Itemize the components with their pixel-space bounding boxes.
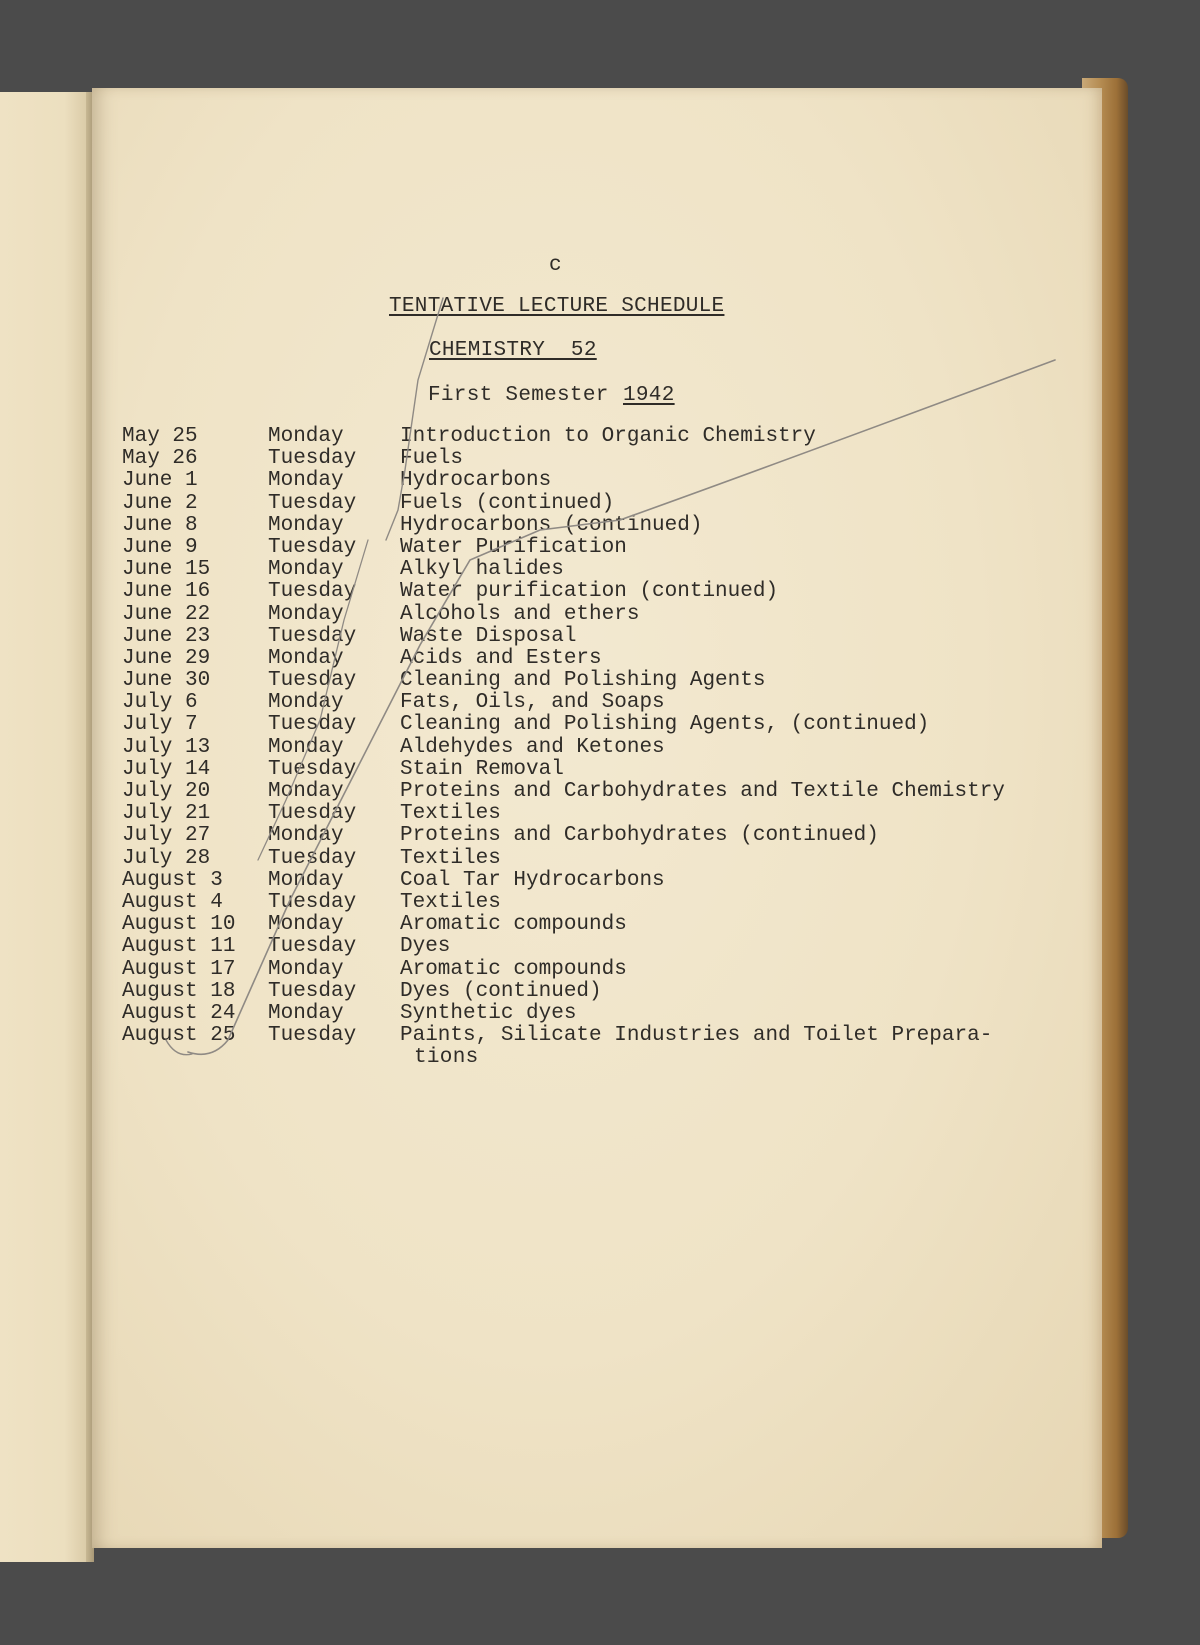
schedule-row	[122, 714, 1072, 736]
semester-year: 1942	[623, 384, 675, 407]
lecture-topic: Aromatic compounds	[400, 913, 627, 937]
schedule-row	[122, 470, 1072, 492]
lecture-date: July 27	[122, 824, 211, 848]
lecture-day: Tuesday	[268, 979, 357, 1003]
lecture-date: June 30	[122, 669, 211, 693]
schedule-row	[122, 936, 1072, 958]
schedule-row	[122, 515, 1072, 537]
lecture-date: June 2	[122, 491, 198, 515]
lecture-date: August 17	[122, 957, 236, 981]
lecture-day: Tuesday	[268, 890, 357, 914]
lecture-topic: Stain Removal	[400, 757, 564, 781]
lecture-topic: Waste Disposal	[400, 624, 577, 648]
lecture-topic: Cleaning and Polishing Agents, (continued)	[400, 713, 930, 737]
schedule-row	[122, 692, 1072, 714]
schedule-row	[122, 781, 1072, 803]
lecture-date: June 1	[122, 469, 198, 493]
lecture-day: Tuesday	[268, 802, 357, 826]
lecture-date: May 26	[122, 447, 198, 471]
lecture-date: August 25	[122, 1024, 236, 1048]
lecture-day: Monday	[268, 824, 344, 848]
lecture-day: Monday	[268, 602, 344, 626]
lecture-topic: Water purification (continued)	[400, 580, 779, 604]
lecture-date: June 15	[122, 558, 211, 582]
schedule-row	[122, 959, 1072, 981]
lecture-day: Tuesday	[268, 624, 357, 648]
lecture-topic: Fuels (continued)	[400, 491, 615, 515]
lecture-topic: Cleaning and Polishing Agents	[400, 669, 766, 693]
course-name: CHEMISTRY 52	[429, 339, 597, 362]
schedule-row	[122, 848, 1072, 870]
schedule-row	[122, 426, 1072, 448]
schedule-row	[122, 870, 1072, 892]
lecture-day: Tuesday	[268, 713, 357, 737]
lecture-date: July 6	[122, 691, 198, 715]
lecture-topic: Water Purification	[400, 535, 627, 559]
page-title: TENTATIVE LECTURE SCHEDULE	[389, 295, 725, 318]
lecture-day: Monday	[268, 425, 344, 448]
lecture-schedule	[122, 426, 1072, 1047]
lecture-day: Tuesday	[268, 669, 357, 693]
lecture-day: Tuesday	[268, 447, 357, 471]
schedule-row	[122, 670, 1072, 692]
lecture-day: Tuesday	[268, 935, 357, 959]
lecture-date: August 10	[122, 913, 236, 937]
schedule-row	[122, 626, 1072, 648]
lecture-date: July 7	[122, 713, 198, 737]
page-letter: c	[549, 254, 562, 277]
schedule-row	[122, 1003, 1072, 1025]
lecture-date: June 8	[122, 513, 198, 537]
lecture-day: Monday	[268, 868, 344, 892]
lecture-topic: Proteins and Carbohydrates (continued)	[400, 824, 879, 848]
lecture-date: June 22	[122, 602, 211, 626]
lecture-day: Tuesday	[268, 846, 357, 870]
schedule-row	[122, 914, 1072, 936]
schedule-row	[122, 803, 1072, 825]
schedule-row	[122, 892, 1072, 914]
lecture-date: August 3	[122, 868, 223, 892]
lecture-topic: Fuels	[400, 447, 464, 471]
lecture-topic: Alcohols and ethers	[400, 602, 640, 626]
lecture-topic: Aldehydes and Ketones	[400, 735, 665, 759]
schedule-row	[122, 581, 1072, 603]
left-page	[0, 92, 92, 1562]
lecture-day: Tuesday	[268, 1024, 357, 1048]
lecture-date: July 20	[122, 780, 211, 803]
lecture-date: July 28	[122, 846, 211, 870]
lecture-day: Tuesday	[268, 757, 357, 781]
lecture-date: June 9	[122, 535, 198, 559]
lecture-day: Tuesday	[268, 491, 357, 515]
lecture-day: Monday	[268, 913, 344, 937]
lecture-topic: Paints, Silicate Industries and Toilet Prepara-	[400, 1024, 993, 1048]
schedule-row	[122, 981, 1072, 1003]
lecture-topic: Proteins and Carbohydrates and Textile Chemistry	[400, 780, 1005, 803]
semester-label: First Semester	[428, 384, 622, 407]
lecture-topic: Acids and Esters	[400, 646, 602, 670]
lecture-topic: Dyes	[400, 935, 451, 959]
schedule-row	[122, 1025, 1072, 1047]
lecture-day: Monday	[268, 780, 344, 803]
schedule-row	[122, 825, 1072, 847]
schedule-row	[122, 537, 1072, 559]
lecture-date: July 21	[122, 802, 211, 826]
topic-continuation: tions	[414, 1046, 479, 1069]
lecture-topic: Coal Tar Hydrocarbons	[400, 868, 665, 892]
lecture-date: August 18	[122, 979, 236, 1003]
lecture-date: July 14	[122, 757, 211, 781]
lecture-day: Monday	[268, 691, 344, 715]
lecture-day: Monday	[268, 646, 344, 670]
schedule-row	[122, 648, 1072, 670]
lecture-day: Monday	[268, 957, 344, 981]
schedule-row	[122, 493, 1072, 515]
lecture-date: August 11	[122, 935, 236, 959]
schedule-row	[122, 604, 1072, 626]
lecture-date: August 4	[122, 890, 223, 914]
lecture-topic: Hydrocarbons	[400, 469, 552, 493]
schedule-row	[122, 737, 1072, 759]
lecture-date: June 23	[122, 624, 211, 648]
lecture-date: June 16	[122, 580, 211, 604]
lecture-date: August 24	[122, 1001, 236, 1025]
lecture-day: Tuesday	[268, 535, 357, 559]
schedule-row	[122, 759, 1072, 781]
lecture-topic: Textiles	[400, 890, 501, 914]
lecture-day: Monday	[268, 513, 344, 537]
lecture-topic: Aromatic compounds	[400, 957, 627, 981]
lecture-topic: Synthetic dyes	[400, 1001, 577, 1025]
lecture-topic: Introduction to Organic Chemistry	[400, 425, 816, 448]
lecture-topic: Fats, Oils, and Soaps	[400, 691, 665, 715]
lecture-topic: Hydrocarbons (continued)	[400, 513, 703, 537]
lecture-day: Monday	[268, 735, 344, 759]
schedule-row	[122, 448, 1072, 470]
lecture-topic: Dyes (continued)	[400, 979, 602, 1003]
lecture-topic: Textiles	[400, 846, 501, 870]
lecture-day: Tuesday	[268, 580, 357, 604]
lecture-day: Monday	[268, 469, 344, 493]
lecture-date: July 13	[122, 735, 211, 759]
lecture-topic: Alkyl halides	[400, 558, 564, 582]
lecture-day: Monday	[268, 558, 344, 582]
schedule-row	[122, 559, 1072, 581]
lecture-day: Monday	[268, 1001, 344, 1025]
lecture-topic: Textiles	[400, 802, 501, 826]
lecture-date: June 29	[122, 646, 211, 670]
lecture-date: May 25	[122, 425, 198, 448]
